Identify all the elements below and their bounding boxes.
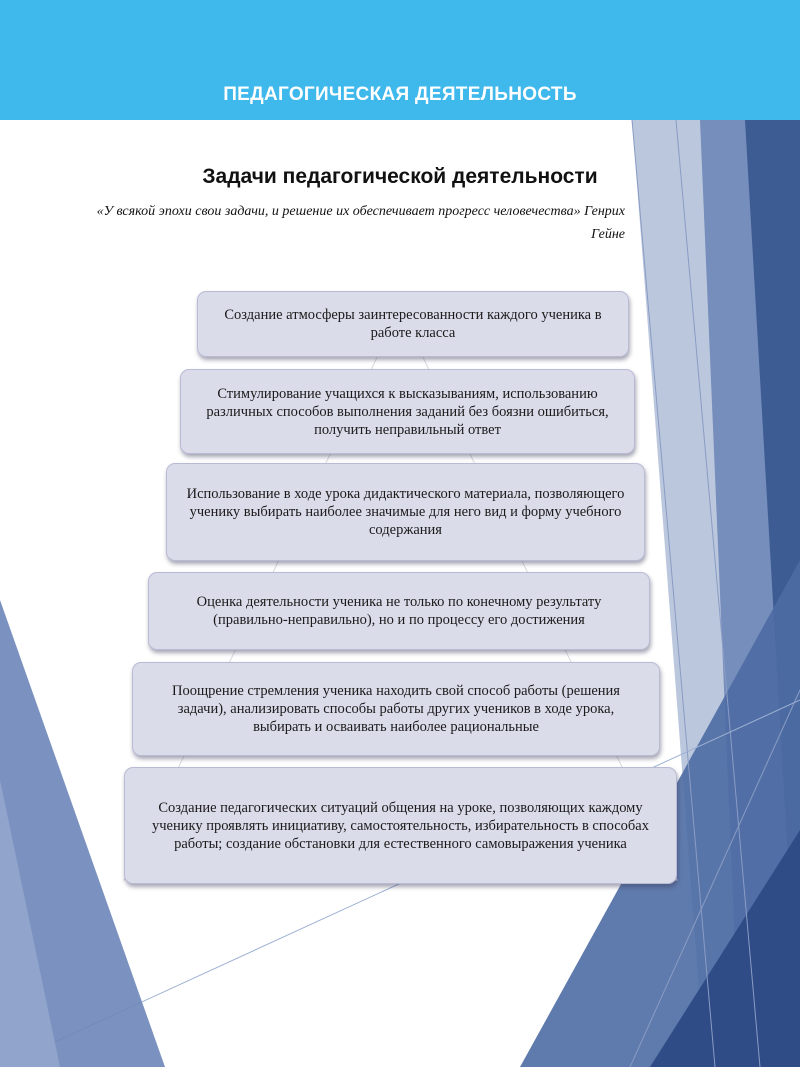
task-box bbox=[166, 463, 645, 561]
task-box bbox=[148, 572, 650, 650]
task-box bbox=[124, 767, 677, 884]
task-box bbox=[132, 662, 660, 756]
task-text: Использование в ходе урока дидактического материала, позволяющего ученику выбирать наиболее значимые для него вид и форму учебного содержания bbox=[186, 486, 625, 538]
task-box bbox=[180, 369, 635, 454]
task-text: Оценка деятельности ученика не только по конечному результату (правильно-неправильно), но и по процессу его достижения bbox=[196, 594, 602, 628]
task-text: Поощрение стремления ученика находить свой способ работы (решения задачи), анализировать способы работы других учеников в ходе урока, выбирать и осваивать наиболее рациональные bbox=[172, 683, 620, 735]
task-text: Создание атмосферы заинтересованности каждого ученика в работе класса bbox=[224, 307, 602, 341]
epigraph-quote: «У всякой эпохи свои задачи, и решение их обеспечивает прогресс человечества» Генрих Гейне bbox=[96, 204, 625, 242]
task-text: Стимулирование учащихся к высказываниям, использованию различных способов выполнения заданий без боязни ошибиться, получить неправильный ответ bbox=[206, 385, 609, 438]
task-box bbox=[197, 291, 629, 357]
slide-header-title: ПЕДАГОГИЧЕСКАЯ ДЕЯТЕЛЬНОСТЬ bbox=[223, 84, 577, 105]
slide-subtitle: Задачи педагогической деятельности bbox=[202, 165, 598, 188]
task-text: Создание педагогических ситуаций общения на уроке, позволяющих каждому ученику проявлять инициативу, самостоятельность, избирательность в способах работы; создание обстановки для естественного самовыражения ученика bbox=[151, 799, 649, 852]
